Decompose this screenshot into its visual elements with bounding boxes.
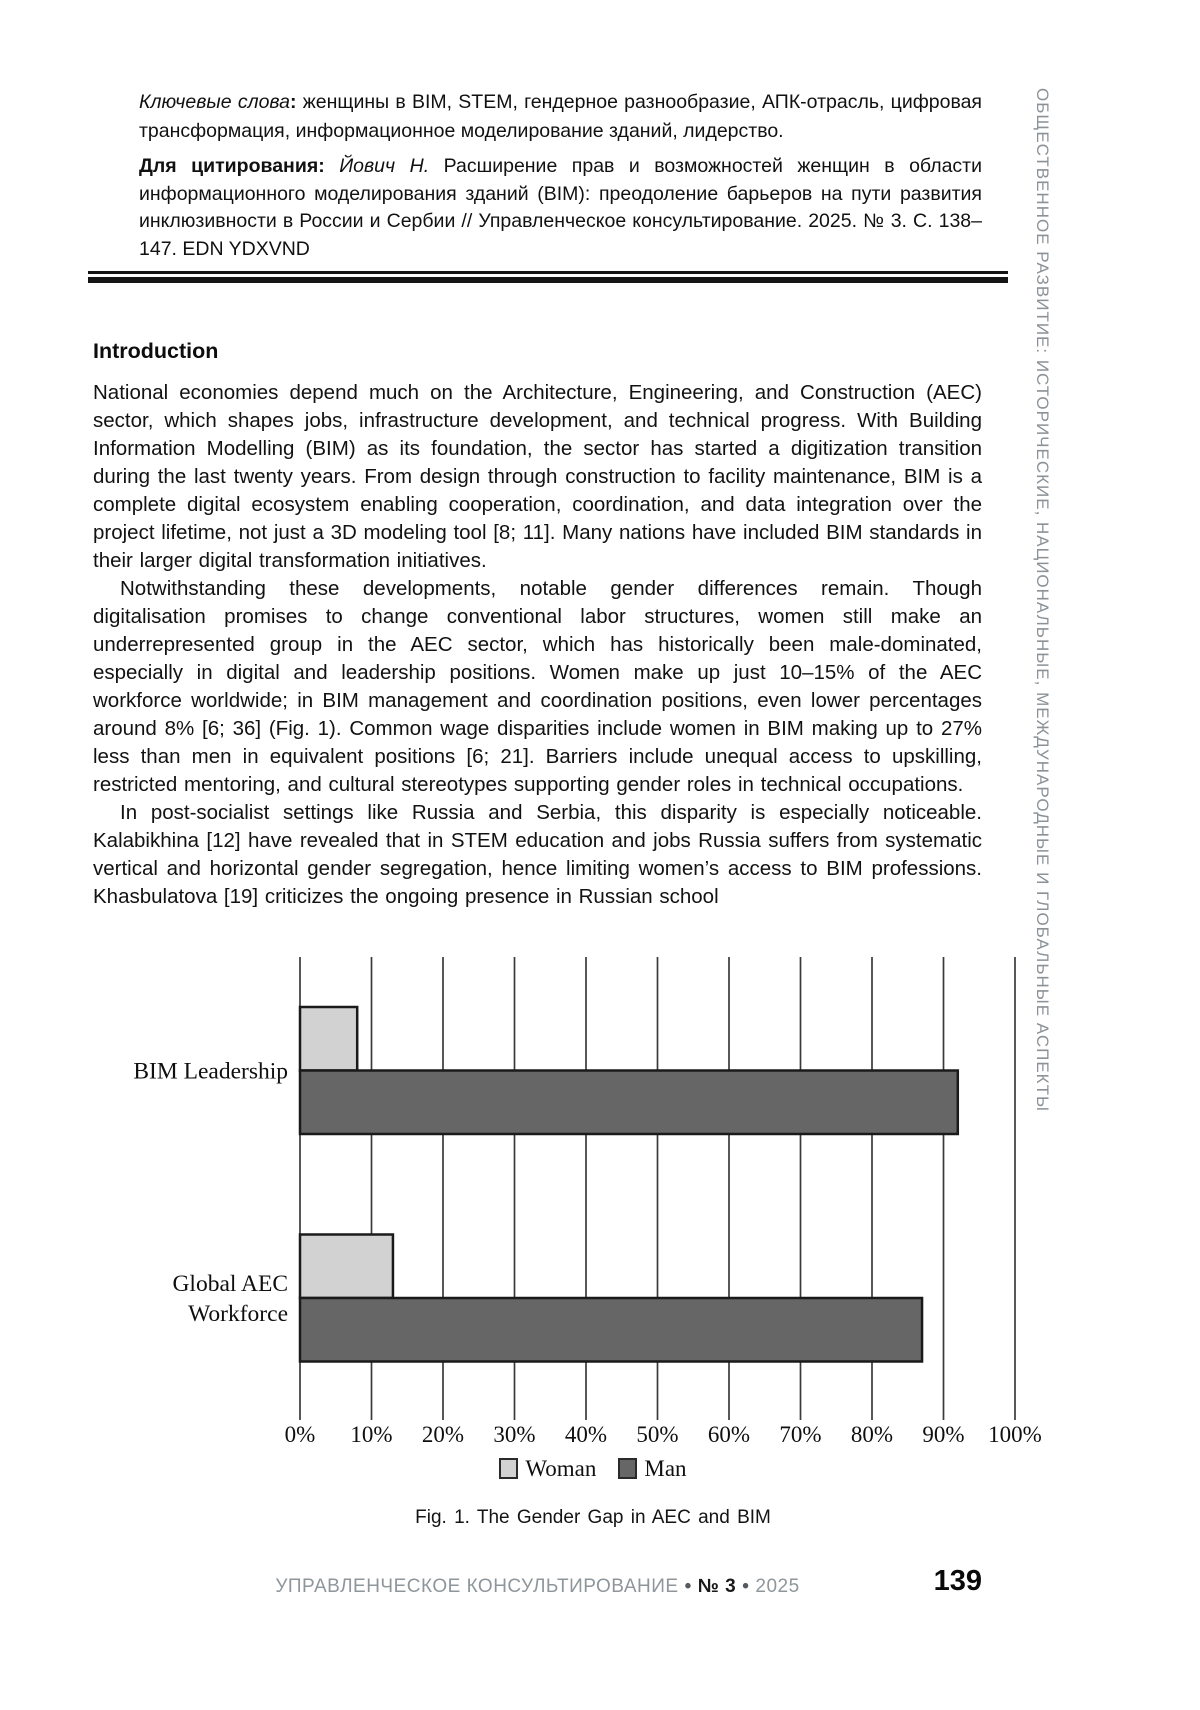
x-tick-label: 0% bbox=[284, 1421, 316, 1447]
citation-label: Для цитирования: bbox=[139, 155, 325, 177]
bar-man-2 bbox=[300, 1298, 922, 1362]
journal-section-vertical-label: ОБЩЕСТВЕННОЕ РАЗВИТИЕ: ИСТОРИЧЕСКИЕ, НАЦИОНАЛЬНЫЕ, МЕЖДУНАРОДНЫЕ И ГЛОБАЛЬНЫЕ АСПЕКТЫ bbox=[1033, 88, 1052, 1113]
category-label-2: Workforce bbox=[188, 1300, 288, 1327]
paragraph-2: Notwithstanding these developments, notable gender differences remain. Though digitalisation promises to change conventional labor structures, women still make an underrepresented group in the AEC sector, which has historically been male-dominated, especially in digital and leadership positions. Women make up just 10–15% of the AEC workforce worldwide; in BIM management and coordination positions, even lower percentages around 8% [6; 36] (Fig. 1). Common wage disparities include women in BIM making up to 27% less than men in equivalent positions [6; 21]. Barriers include unequal access to upskilling, restricted mentoring, and cultural stereotypes supporting gender roles in technical occupations. bbox=[93, 576, 982, 796]
paragraph-1: National economies depend much on the Architecture, Engineering, and Construction (AEC) sector, which shapes jobs, infrastructure development, and technical progress. With Building Information Modelling (BIM) as its foundation, the sector has started a digitization transition during the last twenty years. From design through construction to facility maintenance, BIM is a complete digital ecosystem enabling cooperation, coordination, and data integration over the project lifetime, not just a 3D modeling tool [8; 11]. Many nations have included BIM standards in their larger digital transformation initiatives. bbox=[93, 380, 982, 572]
x-tick-label: 90% bbox=[922, 1421, 965, 1447]
keywords-block bbox=[139, 88, 982, 146]
legend-label-woman: Woman bbox=[525, 1455, 597, 1481]
page-footer bbox=[93, 1564, 982, 1605]
x-tick-label: 50% bbox=[636, 1421, 679, 1447]
journal-footer-line bbox=[93, 1571, 982, 1598]
x-tick-label: 30% bbox=[493, 1421, 536, 1447]
gender-gap-figure bbox=[93, 950, 1093, 1529]
x-tick-label: 10% bbox=[350, 1421, 393, 1447]
divider-thick-line bbox=[88, 277, 1008, 283]
journal-issue: № 3 bbox=[697, 1575, 737, 1597]
section-divider-rule bbox=[88, 271, 1008, 283]
bar-man-1 bbox=[300, 1070, 958, 1134]
footer-separator-1: • bbox=[684, 1575, 692, 1597]
legend-item-woman bbox=[499, 1456, 596, 1482]
legend-swatch-woman-icon bbox=[499, 1458, 518, 1479]
legend-item-man bbox=[618, 1456, 686, 1482]
page-number: 139 bbox=[933, 1564, 982, 1597]
citation-block bbox=[139, 153, 982, 263]
chart-legend bbox=[93, 1455, 1093, 1483]
x-tick-label: 70% bbox=[779, 1421, 822, 1447]
citation-text: Расширение прав и возможностей женщин в области информационного моделирования зданий (BIM): преодоление барьеров на пути развития инклюзивности в России и Сербии // Управленческое консультирование. 2025. № 3. С. 138–147. EDN YDXVND bbox=[139, 155, 983, 260]
bar-woman-2 bbox=[300, 1234, 393, 1298]
x-tick-label: 40% bbox=[564, 1421, 608, 1447]
paragraph-3: In post-socialist settings like Russia and Serbia, this disparity is especially noticeable. Kalabikhina [12] have revealed that in STEM education and jobs Russia suffers from systematic vertical and horizontal gender segregation, hence limiting women’s access to BIM professions. Khasbulatova [19] criticizes the ongoing presence in Russian school bbox=[93, 800, 982, 908]
journal-year: 2025 bbox=[755, 1575, 800, 1597]
gender-gap-chart-svg bbox=[93, 950, 1093, 1455]
x-tick-label: 60% bbox=[707, 1421, 751, 1447]
journal-name: УПРАВЛЕНЧЕСКОЕ КОНСУЛЬТИРОВАНИЕ bbox=[275, 1575, 679, 1597]
category-label-1: BIM Leadership bbox=[133, 1058, 288, 1084]
keywords-label: Ключевые слова bbox=[139, 91, 291, 113]
category-label-2: Global AEC bbox=[172, 1270, 288, 1297]
legend-label-man: Man bbox=[644, 1455, 687, 1481]
x-tick-label: 80% bbox=[850, 1421, 894, 1447]
keywords-text: женщины в BIM, STEM, гендерное разнообразие, АПК-отрасль, цифровая трансформация, информационное моделирование зданий, лидерство. bbox=[139, 91, 982, 142]
citation-author: Йович Н. bbox=[339, 155, 430, 177]
section-title: Introduction bbox=[93, 338, 219, 363]
main-text-column bbox=[93, 88, 1042, 1605]
keywords-colon: : bbox=[290, 91, 297, 113]
x-tick-label: 20% bbox=[421, 1421, 465, 1447]
divider-thin-line bbox=[88, 271, 1008, 274]
x-tick-label: 100% bbox=[988, 1421, 1042, 1447]
legend-swatch-man-icon bbox=[618, 1458, 637, 1479]
footer-separator-2: • bbox=[742, 1575, 750, 1597]
figure-caption: Fig. 1. The Gender Gap in AEC and BIM bbox=[415, 1506, 771, 1528]
bar-woman-1 bbox=[300, 1007, 357, 1071]
